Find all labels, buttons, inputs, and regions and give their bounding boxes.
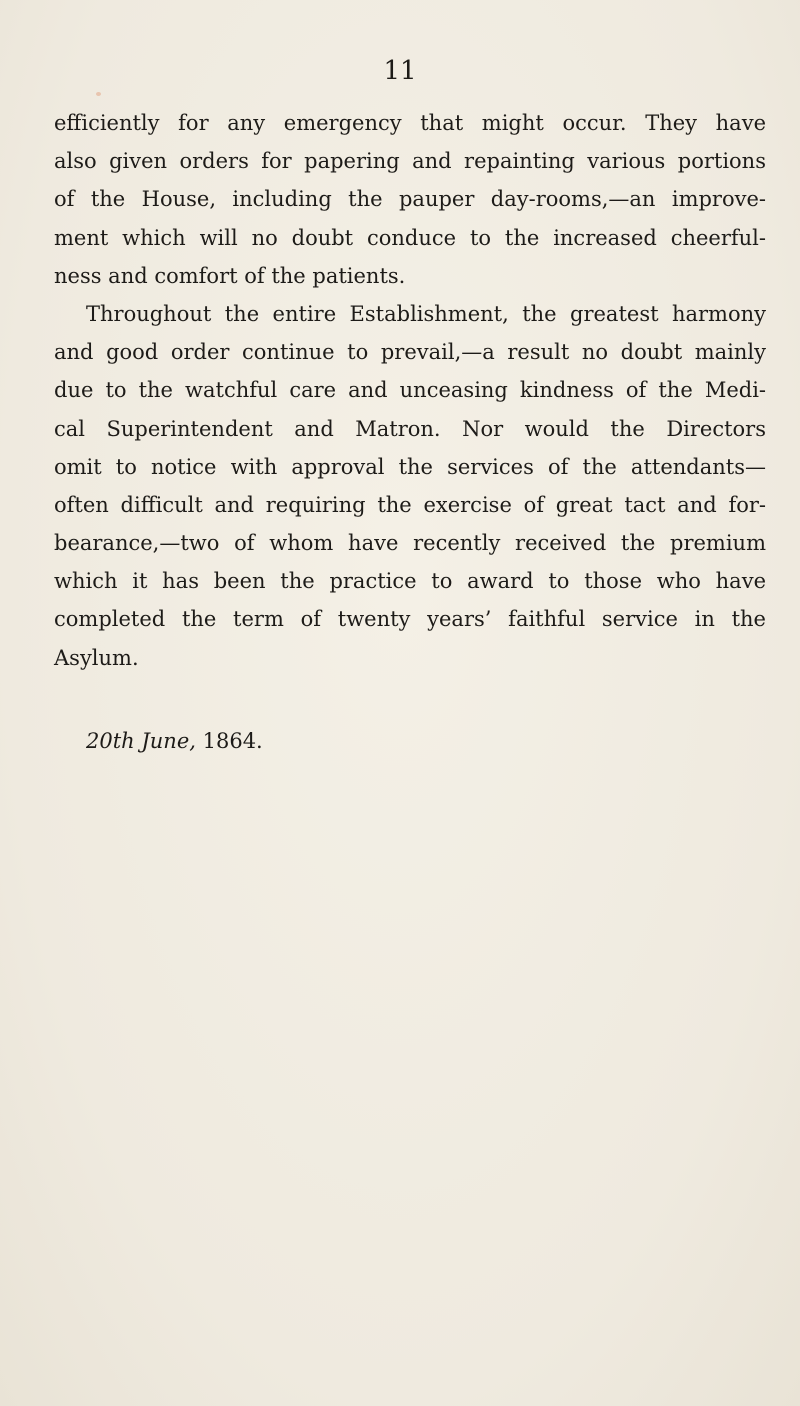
text-line: which it has been the practice to award to those who have — [54, 569, 766, 594]
signoff-year: 1864. — [195, 729, 263, 753]
text-line: completed the term of twenty years’ faithful service in the — [54, 607, 766, 632]
text-line: due to the watchful care and unceasing kindness of the Medi- — [54, 378, 766, 403]
signoff-date: 20th June, — [86, 729, 196, 753]
text-line: Throughout the entire Establishment, the greatest harmony — [86, 301, 766, 326]
text-line: of the House, including the pauper day-rooms,—an improve- — [54, 187, 766, 212]
text-line: and good order continue to prevail,—a result no doubt mainly — [54, 340, 766, 365]
text-line: often difficult and requiring the exercise of great tact and for- — [54, 492, 766, 517]
text-line: also given orders for papering and repainting various portions — [54, 149, 766, 174]
text-line: cal Superintendent and Matron. Nor would the Directors — [54, 416, 766, 441]
paper-speck — [96, 92, 101, 96]
text-line: efficiently for any emergency that might occur. They have — [54, 111, 766, 135]
text-line: omit to notice with approval the services of the attendants— — [54, 454, 766, 479]
date-signoff — [86, 722, 263, 760]
body-text — [54, 104, 766, 677]
text-line: bearance,—two of whom have recently received the premium — [54, 531, 766, 556]
text-line: ness and comfort of the patients. — [54, 263, 406, 288]
text-line: Asylum. — [54, 645, 139, 670]
page-number: 11 — [383, 56, 417, 86]
text-line: ment which will no doubt conduce to the increased cheerful- — [54, 225, 766, 250]
